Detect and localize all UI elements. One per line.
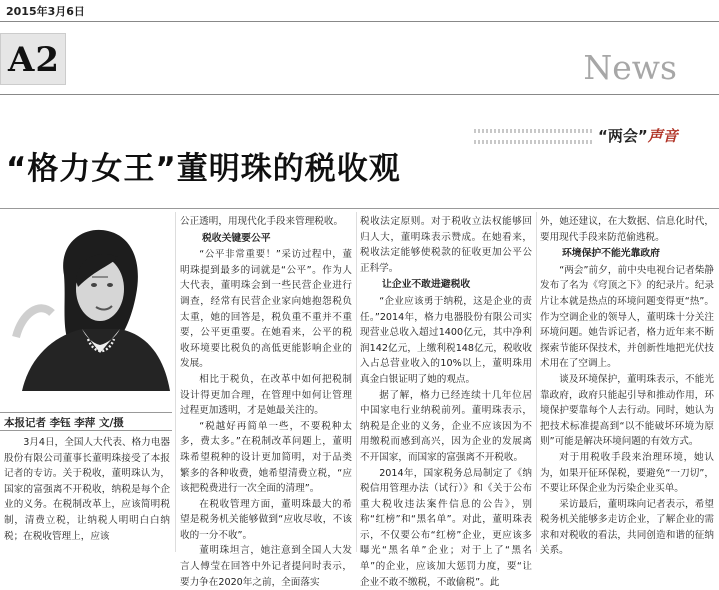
byline: 本报记者 李钰 李萍 文/摄 [4, 415, 124, 430]
byline-divider-bottom [0, 430, 172, 431]
paragraph: 相比于税负，在改革中如何把税制设计得更加合理，在管理中如何让管理过程更加透明，才是她最关注的。 [180, 372, 352, 419]
article-column-1 [4, 435, 170, 544]
header-divider [0, 94, 719, 95]
paragraph: 公正透明，用现代化手段来管理税收。 [180, 214, 352, 230]
subheading: 税收关键要公平 [180, 231, 352, 247]
paragraph: 在税收管理方面，董明珠最大的希望是税务机关能够做到“应收尽收，不该收的一分不收”。 [180, 497, 352, 544]
section-number: A2 [8, 40, 60, 80]
paragraph: 谈及环境保护，董明珠表示，不能光靠政府，政府只能起引导和推动作用，环境保护要靠每个人去行动。同时，她认为把技术标准提高到“以不能破坏环境为原则”可能是解决环境问题的有效方式。 [540, 372, 714, 450]
paragraph: 据了解，格力已经连续十几年位居中国家电行业纳税前列。董明珠表示，纳税是企业的义务，企业不应该因为不用缴税而感到高兴，因为企业的发展离不开国家，而国家的富强离不开税收。 [360, 388, 532, 466]
column-divider [356, 212, 357, 552]
subheading: 环境保护不能光靠政府 [540, 246, 714, 262]
paragraph: “税越好再简单一些，不要税种太多，费太多。”在税制改革问题上，董明珠希望税种的设计更加简明，对于品类繁多的各种收费，她希望清费立税，“应该把税费进行一次全面的清理”。 [180, 419, 352, 497]
paragraph: 董明珠坦言，她注意到全国人大发言人傅莹在回答中外记者提问时表示，要力争在2020年之前，全面落实 [180, 543, 352, 590]
issue-date: 2015年3月6日 [6, 3, 85, 19]
section-name: News [583, 48, 677, 87]
paragraph: 采访最后，董明珠向记者表示，希望税务机关能够多走访企业，了解企业的需求和对税收的看法，共同创造和谐的征纳关系。 [540, 497, 714, 559]
paragraph: 税收法定原则。对于税收立法权能够回归人大，董明珠表示赞成。在她看来，税收法定能够使税款的征收更加公平公正科学。 [360, 214, 532, 276]
paragraph: 外，她还建议，在大数据、信息化时代，要用现代手段来防范偷逃税。 [540, 214, 714, 245]
paragraph: 3月4日，全国人大代表、格力电器股份有限公司董事长董明珠接受了本报记者的专访。关于税收，董明珠认为，国家的富强离不开税收，纳税是每个企业的义务。在税制改革上，应该简明税制，清费立税，让纳税人明明白白纳税；在税收管理上，应该 [4, 435, 170, 544]
column-divider [536, 212, 537, 552]
column-tag [598, 125, 678, 146]
top-divider [0, 21, 719, 22]
portrait-photo [12, 217, 170, 391]
column-divider [175, 212, 176, 552]
headline: “格力女王”董明珠的税收观 [6, 143, 401, 188]
column-tag-ornament [474, 129, 594, 133]
paragraph: “公平非常重要！”采访过程中，董明珠提到最多的词就是“公平”。作为人大代表，董明珠会到一些民营企业进行调查，经常有民营企业家向她抱怨税负太重，她的回答是，税负重不重并不重要，公平更重要。在她看来，公平的税收环境要比税负的高低更能影响企业的发展。 [180, 247, 352, 372]
column-tag-accent: 声音 [648, 127, 678, 145]
article-column-4 [540, 214, 714, 559]
paragraph: 对于用税收手段来治理环境，她认为，如果开征环保税，要避免“一刀切”，不要让环保企业为污染企业买单。 [540, 450, 714, 497]
paragraph: “企业应该勇于纳税，这是企业的责任。”2014年，格力电器股份有限公司实现营业总收入超过1400亿元，其中净利润142亿元，上缴利税148亿元，税收收入占总营业收入的10%以上，董明珠用真金白银证明了她的观点。 [360, 294, 532, 388]
article-column-3 [360, 214, 532, 590]
paragraph: 2014年，国家税务总局制定了《纳税信用管理办法（试行）》和《关于公布重大税收违法案件信息的公告》，别称“红榜”和“黑名单”。对此，董明珠表示，不仅要公布“红榜”企业，更应该多曝光“黑名单”企业；对于上了“黑名单”的企业，应该加大惩罚力度，要“让企业不敢不缴税，不敢偷税”。此 [360, 466, 532, 590]
paragraph: “两会”前夕，前中央电视台记者柴静发布了名为《穹顶之下》的纪录片。纪录片让本就是热点的环境问题变得更“热”。作为空调企业的领导人，董明珠十分关注环境问题。她告诉记者，格力近年来不断探索节能环保技术，并创新性地把光伏技术用在了空调上。 [540, 263, 714, 372]
column-tag-ornament-lower [474, 140, 594, 144]
byline-divider-top [0, 412, 172, 413]
column-tag-label: “两会” [598, 127, 648, 145]
subheading: 让企业不敢进避税收 [360, 277, 532, 293]
article-column-2 [180, 214, 352, 590]
headline-divider [0, 208, 719, 209]
